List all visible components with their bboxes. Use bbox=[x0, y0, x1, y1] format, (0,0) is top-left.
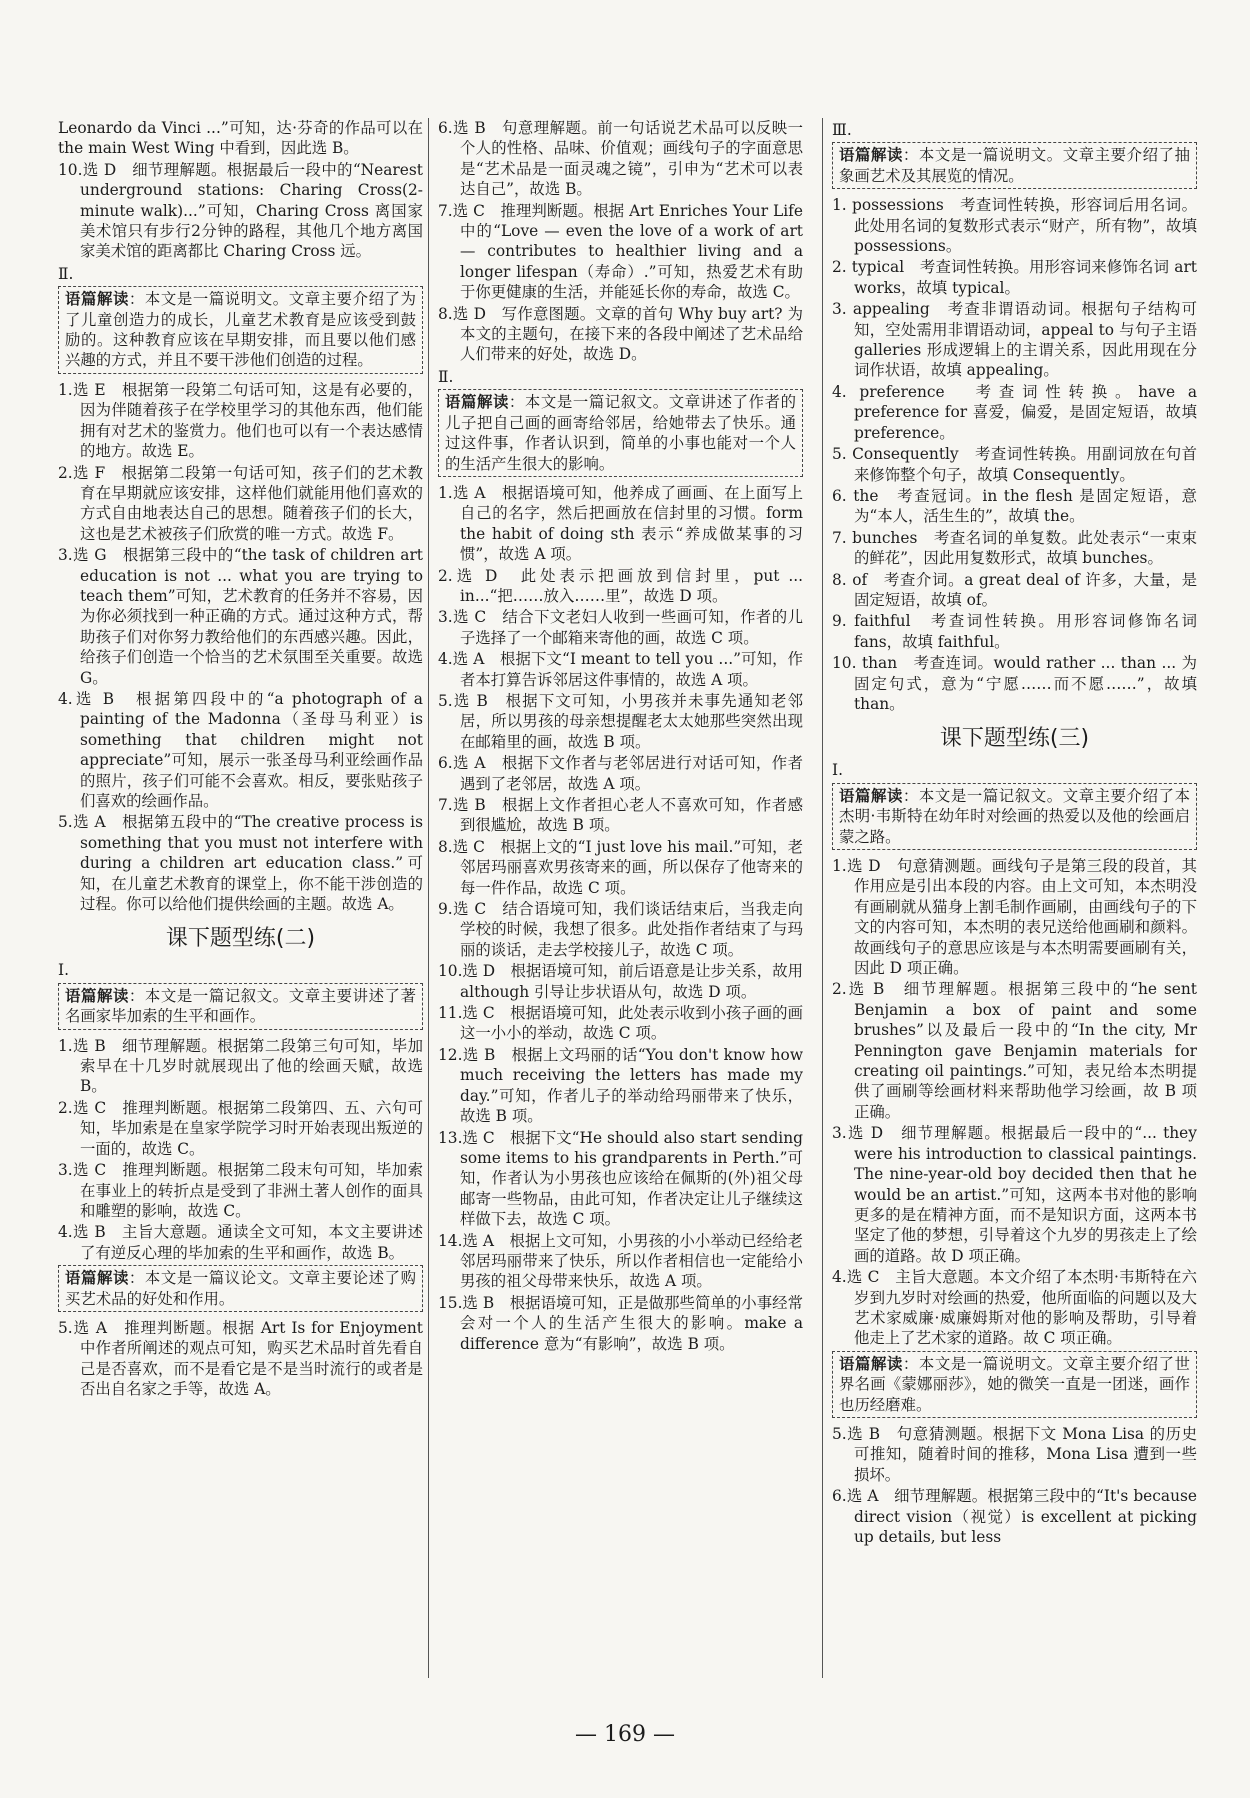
answer-item: 5.选 A 推理判断题。根据 Art Is for Enjoyment 中作者所阐述的观点可知，购买艺术品时首先看自己是否喜欢，而不是看它是不是当时流行的或者是否出自名家之手等，故选 A。 bbox=[58, 1318, 423, 1399]
answer-item: 12.选 B 根据上文玛丽的话“You don't know how much receiving the letters has made my day.”可知，作者儿子的举动给玛丽带来了快乐，故选 B 项。 bbox=[438, 1045, 803, 1126]
passage-summary-label: 语篇解读 bbox=[445, 393, 509, 412]
passage-summary-label: 语篇解读 bbox=[839, 786, 903, 805]
answer-item: 2.选 C 推理判断题。根据第二段第四、五、六句可知，毕加索是在皇家学院学习时开始表现出叛逆的一面的，故选 C。 bbox=[58, 1098, 423, 1158]
passage-summary-box bbox=[58, 983, 423, 1030]
passage-summary-box bbox=[438, 389, 803, 477]
answer-item: 3.选 D 细节理解题。根据最后一段中的“... they were his introduction to classical paintings. The nine-year-old boy decided then that he would be an artist.”可知，这两本书对他的影响更多的是在精神方面，而不是知识方面，这两本书坚定了他的梦想，引导着这个九岁的男孩走上了绘画的道路。故 D 项正确。 bbox=[832, 1124, 1197, 1265]
answer-item: 5.选 B 根据下文可知，小男孩并未事先通知老邻居，所以男孩的母亲想提醒老太太她那些突然出现在邮箱里的画，故选 B 项。 bbox=[438, 691, 803, 751]
answer-item: 2.选 F 根据第二段第一句话可知，孩子们的艺术教育在早期就应该安排，这样他们就能用他们喜欢的方式自由地表达自己的思想。随着孩子们的长大，这也是艺术被孩子们欣赏的唯一方式。故选 F。 bbox=[58, 463, 423, 543]
passage-summary-text: ：本文是一篇议论文。文章主要论述了购买艺术品的好处和作用。 bbox=[65, 1269, 416, 1308]
part-number: Ⅱ. bbox=[58, 264, 74, 283]
passage-summary-label: 语篇解读 bbox=[65, 290, 129, 309]
answer-item: 10.选 D 细节理解题。根据最后一段中的“Nearest underground stations: Charing Cross(2-minute walk)...”可知，Charing Cross 离国家美术馆只有步行2分钟的路程，其他几个地方离国家美术馆的距离都比 Charing Cross 远。 bbox=[58, 160, 423, 261]
page-number: — 169 — bbox=[575, 1722, 675, 1747]
answer-item: 5. Consequently 考查词性转换。用副词放在句首来修饰整个句子，故填 Consequently。 bbox=[832, 445, 1197, 484]
column-left bbox=[58, 118, 423, 1401]
passage-summary-text: ：本文是一篇记叙文。文章主要讲述了著名画家毕加索的生平和画作。 bbox=[65, 986, 416, 1026]
passage-summary-box bbox=[832, 1351, 1197, 1418]
column-divider bbox=[822, 118, 823, 1678]
part-number: Ⅰ. bbox=[832, 761, 843, 780]
answer-item: 1.选 B 细节理解题。根据第二段第三句可知，毕加索早在十几岁时就展现出了他的绘画天赋，故选 B。 bbox=[58, 1036, 423, 1096]
answer-item: 2. typical 考查词性转换。用形容词来修饰名词 art works，故填 typical。 bbox=[832, 258, 1197, 297]
answer-item: 5.选 B 句意猜测题。根据下文 Mona Lisa 的历史可推知，随着时间的推移，Mona Lisa 遭到一些损坏。 bbox=[832, 1424, 1197, 1484]
answer-item: 3.选 C 结合下文老妇人收到一些画可知，作者的儿子选择了一个邮箱来寄他的画，故选 C 项。 bbox=[438, 608, 803, 647]
passage-summary-box bbox=[58, 1265, 423, 1312]
answer-item: 7.选 B 根据上文作者担心老人不喜欢可知，作者感到很尴尬，故选 B 项。 bbox=[438, 796, 803, 835]
answer-item: 7. bunches 考查名词的单复数。此处表示“一束束的鲜花”，因此用复数形式，故填 bunches。 bbox=[832, 528, 1197, 568]
passage-summary-label: 语篇解读 bbox=[65, 986, 129, 1005]
passage-summary-text: ：本文是一篇说明文。文章主要介绍了抽象画艺术及其展览的情况。 bbox=[839, 146, 1190, 185]
answer-item: 5.选 A 根据第五段中的“The creative process is something that you must not interfere with during a children art education class.”可知，在儿童艺术教育的课堂上，你不能干涉创造的过程。你可以给他们提供绘画的主题。故选 A。 bbox=[58, 813, 423, 914]
answer-item: 11.选 C 根据语境可知，此处表示收到小孩子画的画这一小小的举动，故选 C 项。 bbox=[438, 1004, 803, 1043]
passage-summary-box bbox=[832, 142, 1197, 189]
answer-item: 2.选 D 此处表示把画放到信封里，put ... in...“把……放入……里”，故选 D 项。 bbox=[438, 566, 803, 605]
answer-item: 7.选 C 推理判断题。根据 Art Enriches Your Life 中的“Love — even the love of a work of art — contributes to healthier living and a longer lifespan（寿命）.”可知，热爱艺术有助于你更健康的生活，并能延长你的寿命，故选 C。 bbox=[438, 201, 803, 302]
answer-item: 10.选 D 根据语境可知，前后语意是让步关系，故用 although 引导让步状语从句，故选 D 项。 bbox=[438, 962, 803, 1001]
answer-item: 6.选 A 根据下文作者与老邻居进行对话可知，作者遇到了老邻居，故选 A 项。 bbox=[438, 754, 803, 793]
column-middle bbox=[438, 118, 803, 1355]
answer-item: 2.选 B 细节理解题。根据第三段中的“he sent Benjamin a box of paint and some brushes”以及最后一段中的“In the city, Mr Pennington gave Benjamin materials for creating oil paintings.”可知，表兄给本杰明提供了画刷等绘画材料来帮助他学习绘画，故 B 项正确。 bbox=[832, 980, 1197, 1121]
answer-item: 6. the 考查冠词。in the flesh 是固定短语，意为“本人，活生生的”，故填 the。 bbox=[832, 486, 1197, 526]
passage-summary-box bbox=[832, 783, 1197, 850]
answer-item: 1.选 A 根据语境可知，他养成了画画、在上面写上自己的名字，然后把画放在信封里的习惯。form the habit of doing sth 表示“养成做某事的习惯”，故选 A 项。 bbox=[438, 483, 803, 564]
passage-summary-text: ：本文是一篇记叙文。文章主要介绍了本杰明·韦斯特在幼年时对绘画的热爱以及他的绘画启蒙之路。 bbox=[839, 786, 1190, 846]
answer-item: 6.选 B 句意理解题。前一句话说艺术品可以反映一个人的性格、品味、价值观；画线句子的字面意思是“艺术品是一面灵魂之镜”，引申为“艺术可以表达自己”，故选 B。 bbox=[438, 119, 803, 199]
answer-item: 4.选 C 主旨大意题。本文介绍了本杰明·韦斯特在六岁到九岁时对绘画的热爱，他所面临的问题以及大艺术家威廉·威廉姆斯对他的影响及帮助，引导着他走上了艺术家的道路。故 C 项正确。 bbox=[832, 1268, 1197, 1348]
answer-item: 1.选 E 根据第一段第二句话可知，这是有必要的，因为伴随着孩子在学校里学习的其他东西，他们能拥有对艺术的鉴赏力。他们也可以有一个表达感情的地方。故选 E。 bbox=[58, 380, 423, 461]
answer-item: 4. preference 考查词性转换。have a preference for 喜爱，偏爱，是固定短语，故填 preference。 bbox=[832, 382, 1197, 442]
passage-summary-label: 语篇解读 bbox=[839, 146, 903, 165]
answer-item: 8. of 考查介词。a great deal of 许多，大量，是固定短语，故填 of。 bbox=[832, 570, 1197, 609]
answer-item: 8.选 D 写作意图题。文章的首句 Why buy art? 为本文的主题句，在接下来的各段中阐述了艺术品给人们带来的好处，故选 D。 bbox=[438, 304, 803, 364]
answer-item: 15.选 B 根据语境可知，正是做那些简单的小事经常会对一个人的生活产生很大的影响。make a difference 意为“有影响”，故选 B 项。 bbox=[438, 1293, 803, 1353]
passage-summary-box bbox=[58, 286, 423, 374]
column-right bbox=[832, 118, 1197, 1548]
answer-item: 9. faithful 考查词性转换。用形容词修饰名词 fans，故填 faithful。 bbox=[832, 612, 1197, 651]
part-number: Ⅱ. bbox=[438, 367, 454, 386]
section-heading: 课下题型练(三) bbox=[939, 726, 1090, 752]
part-number: Ⅲ. bbox=[832, 121, 852, 139]
answer-item: 4.选 B 主旨大意题。通读全文可知，本文主要讲述了有逆反心理的毕加索的生平和画作，故选 B。 bbox=[58, 1223, 423, 1262]
passage-summary-text: ：本文是一篇说明文。文章主要介绍了世界名画《蒙娜丽莎》，她的微笑一直是一团迷，画作也历经磨难。 bbox=[839, 1354, 1190, 1414]
answer-item: 14.选 A 根据上文可知，小男孩的小小举动已经给老邻居玛丽带来了快乐，所以作者相信也一定能给小男孩的祖父母带来快乐，故选 A 项。 bbox=[438, 1231, 803, 1291]
answer-item: 3.选 C 推理判断题。根据第二段末句可知，毕加索在事业上的转折点是受到了非洲土著人创作的面具和雕塑的影响，故选 C。 bbox=[58, 1161, 423, 1220]
answer-item: 3.选 G 根据第三段中的“the task of children art education is not ... what you are trying to teach them”可知，艺术教育的任务并不容易，因为你必须找到一种正确的方式。通过这种方式，帮助孩子们对你努力教给他们的东西感兴趣。因此，给孩子们创造一个恰当的艺术氛围至关重要。故选 G。 bbox=[58, 546, 423, 687]
answer-text: Leonardo da Vinci ...”可知，达·芬奇的作品可以在 the main West Wing 中看到，因此选 B。 bbox=[58, 119, 423, 158]
passage-summary-label: 语篇解读 bbox=[839, 1354, 903, 1373]
column-divider bbox=[428, 118, 429, 1678]
answer-item: 6.选 A 细节理解题。根据第三段中的“It's because direct vision（视觉）is excellent at picking up details, but less bbox=[832, 1487, 1197, 1546]
answer-item: 3. appealing 考查非谓语动词。根据句子结构可知，空处需用非谓语动词，appeal to 与句子主语 galleries 形成逻辑上的主谓关系，因此用现在分词作状语，故填 appealing。 bbox=[832, 300, 1197, 380]
answer-item: 8.选 C 根据上文的“I just love his mail.”可知，老邻居玛丽喜欢男孩寄来的画，所以保存了他寄来的每一件作品，故选 C 项。 bbox=[438, 837, 803, 897]
passage-summary-text: ：本文是一篇记叙文。文章讲述了作者的儿子把自己画的画寄给邻居，给她带去了快乐。通过这件事，作者认识到，简单的小事也能对一个人的生活产生很大的影响。 bbox=[445, 393, 796, 473]
part-number: Ⅰ. bbox=[58, 961, 69, 980]
answer-item: 1.选 D 句意猜测题。画线句子是第三段的段首，其作用应是引出本段的内容。由上文可知，本杰明没有画刷就从猫身上割毛制作画刷，由画线句子的下文的内容可知，本杰明的表兄送给他画刷和颜料。故画线句子的意思应该是与本杰明需要画刷有关，因此 D 项正确。 bbox=[832, 857, 1197, 978]
answer-item: 13.选 C 根据下文“He should also start sending some items to his grandparents in Perth.”可知，作者认为小男孩也应该给在佩斯的(外)祖父母邮寄一些物品，由此可知，作者决定让儿子继续这样做下去，故选 C 项。 bbox=[438, 1128, 803, 1229]
answer-item: 9.选 C 结合语境可知，我们谈话结束后，当我走向学校的时候，我想了很多。此处指作者结束了与玛丽的谈话，走去学校接儿子，故选 C 项。 bbox=[438, 900, 803, 959]
section-heading: 课下题型练(二) bbox=[165, 926, 316, 952]
passage-summary-label: 语篇解读 bbox=[65, 1269, 129, 1288]
answer-item: 10. than 考查连词。would rather ... than ... 为固定句式，意为“宁愿……而不愿……”，故填 than。 bbox=[832, 654, 1197, 713]
answer-item: 1. possessions 考查词性转换，形容词后用名词。此处用名词的复数形式表示“财产，所有物”，故填 possessions。 bbox=[832, 196, 1197, 256]
answer-item: 4.选 B 根据第四段中的“a photograph of a painting of the Madonna（圣母马利亚）is something that children might not appreciate”可知，展示一张圣母马利亚绘画作品的照片，孩子们可能不会喜欢。相反，要张贴孩子们喜欢的绘画作品。 bbox=[58, 689, 423, 810]
passage-summary-text: ：本文是一篇说明文。文章主要介绍了为了儿童创造力的成长，儿童艺术教育是应该受到鼓励的。这种教育应该在早期安排，而且要以他们感兴趣的方式，并且不要干涉他们创造的过程。 bbox=[65, 290, 416, 370]
answer-item: 4.选 A 根据下文“I meant to tell you ...”可知，作者本打算告诉邻居这件事情的，故选 A 项。 bbox=[438, 650, 803, 689]
